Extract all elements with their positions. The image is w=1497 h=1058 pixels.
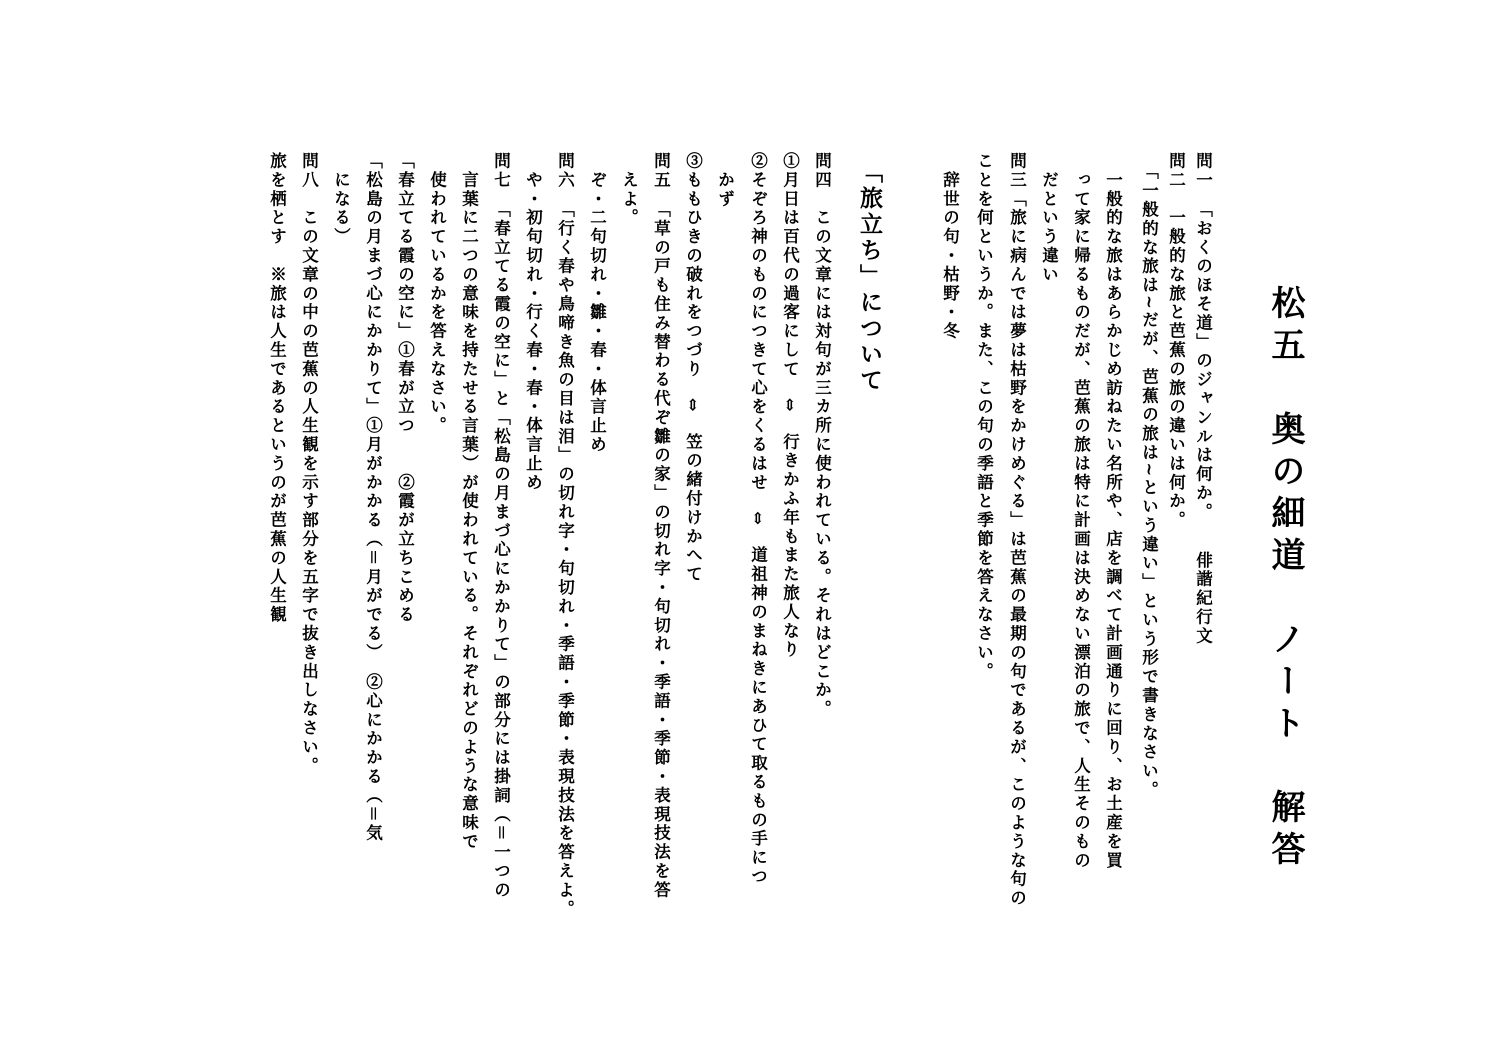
answer-6-line: や・初句切れ・行く春・春・体言止め — [523, 152, 543, 493]
question-3-line-1: 問三「旅に病んでは夢は枯野をかけめぐる」は芭蕉の最期の句であるが、このような句の — [1007, 152, 1027, 908]
answer-7-line-2: 「松島の月まづ心にかかりて」①月がかかる（＝月がでる） ②心にかかる（＝気 — [363, 152, 383, 844]
question-5-line-1: 問五 「草の戸も住み替わる代ぞ雛の家」の切れ字・句切れ・季語・季節・表現技法を答 — [651, 152, 671, 900]
question-7-line-3: 使われているかを答えなさい。 — [427, 152, 447, 436]
question-6-line: 問六 「行く春や鳥啼き魚の目は泪」の切れ字・句切れ・季語・季節・表現技法を答えよ。 — [555, 152, 575, 919]
question-5-line-2: えよ。 — [619, 152, 639, 228]
answer-2-line-1: 一般的な旅はあらかじめ訪ねたい名所や、店を調べて計画通りに回り、お土産を買 — [1103, 152, 1123, 871]
answer-7-line-3: になる） — [331, 152, 351, 247]
answer-4-line-1: ①月日は百代の過客にして ⇔ 行きかふ年もまた旅人なり — [780, 152, 800, 660]
question-7-line-2: 言葉に二つの意味を持たせる言葉）が使われている。それぞれどのような意味で — [459, 152, 479, 852]
question-1-line: 問一 「おくのほそ道」のジャンルは何か。 俳諧紀行文 — [1193, 152, 1213, 646]
answer-3-line: 辞世の句・枯野・冬 — [940, 152, 960, 341]
question-7-line-1: 問七 「春立てる霞の空に」と「松島の月まづ心にかかりて」の部分には掛詞（＝一つの — [491, 152, 511, 900]
answer-5-line: ぞ・二句切れ・雛・春・体言止め — [587, 152, 607, 455]
question-3-line-2: ことを何というか。また、この句の季語と季節を答えなさい。 — [974, 152, 994, 682]
question-8-line: 問八 この文章の中の芭蕉の人生観を示す部分を五字で抜き出しなさい。 — [299, 152, 319, 776]
answer-4-line-3: かず — [715, 152, 735, 209]
question-2-line: 問二 一般的な旅と芭蕉の旅の違いは何か。 — [1166, 152, 1186, 530]
answer-7-line-1: 「春立てる霞の空に」①春が立つ ②霞が立ちこめる — [395, 152, 415, 625]
answer-4-line-2: ②そぞろ神のものにつきて心をくるはせ ⇔ 道祖神のまねきにあひて取るもの手につ — [748, 152, 768, 887]
answer-4-line-4: ③ももひきの破れをつづり ⇔ 笠の緒付けかへて — [683, 152, 703, 585]
page-title: 松五 奥の細道 ノート 解答 — [1265, 285, 1305, 873]
answer-2-line-3: だという違い — [1039, 152, 1059, 285]
answer-8-line: 旅を栖とす ※旅は人生であるというのが芭蕉の人生観 — [267, 152, 287, 625]
section-heading: 「旅立ち」について — [856, 160, 883, 394]
question-4-line: 問四 この文章には対句が三カ所に使われている。それはどこか。 — [812, 152, 832, 719]
question-2-instruction-line: 「一般的な旅は~だが、芭蕉の旅は~という違い」という形で書きなさい。 — [1139, 152, 1159, 800]
answer-2-line-2: って家に帰るものだが、芭蕉の旅は特に計画は決めない漂泊の旅で、人生そのもの — [1071, 152, 1091, 871]
